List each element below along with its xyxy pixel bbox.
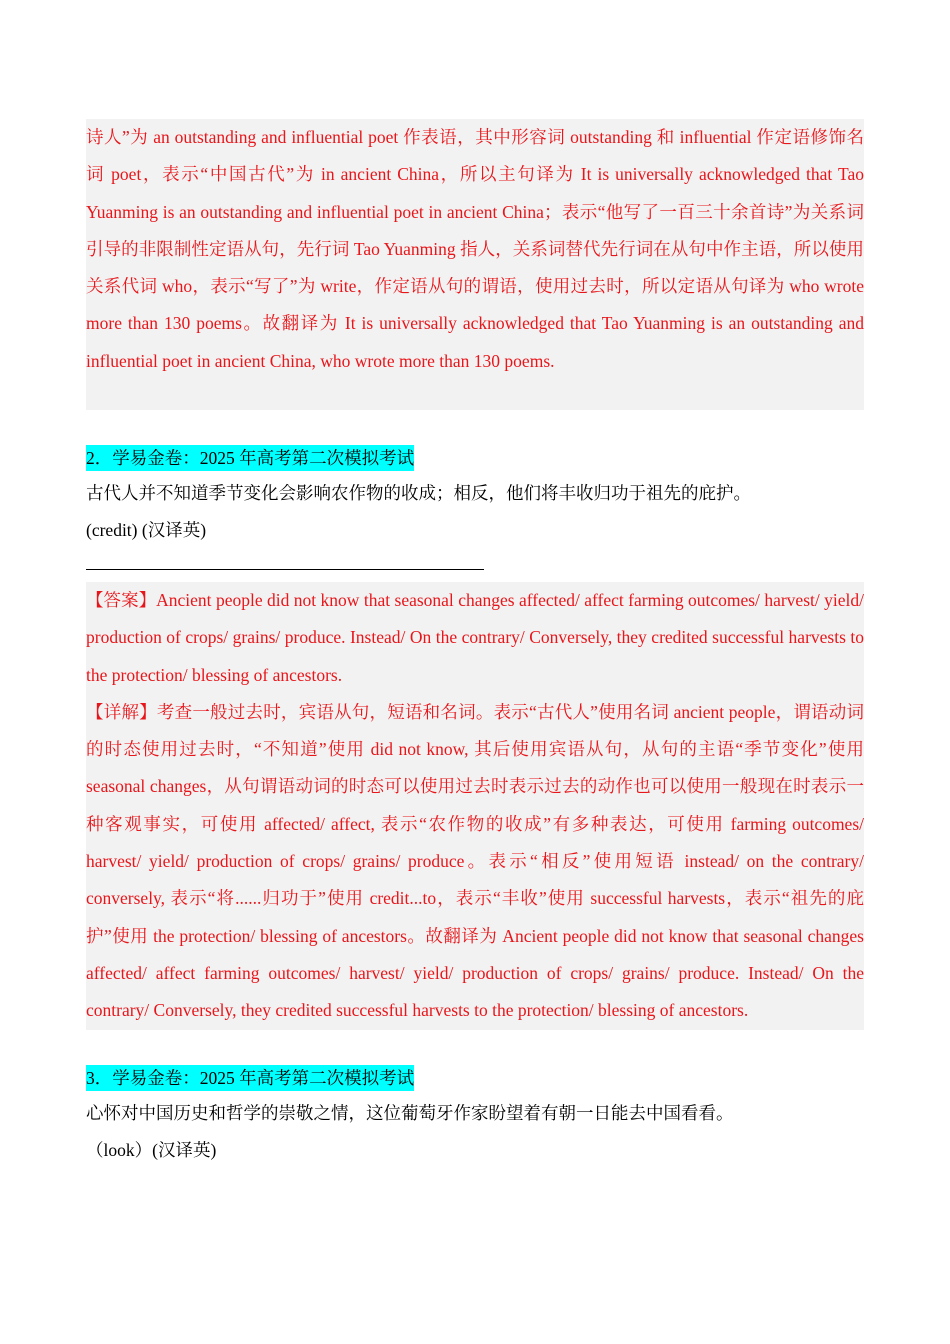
question-heading-q3: 3．学易金卷：2025 年高考第二次模拟考试 xyxy=(86,1065,414,1091)
question-heading-q2: 2．学易金卷：2025 年高考第二次模拟考试 xyxy=(86,445,414,471)
question-prompt-q2: 古代人并不知道季节变化会影响农作物的收成；相反，他们将丰收归功于祖先的庇护。 xyxy=(86,483,751,503)
question-hint-q3: （look）(汉译英) xyxy=(86,1139,217,1160)
explanation-text-q2: 【详解】考查一般过去时，宾语从句，短语和名词。表示“古代人”使用名词 ancient people，谓语动词的时态使用过去时，“不知道”使用 did not know, 其后使用宾语从句，从句的主语“季节变化”使用 seasonal changes，从句谓语动词的时态可以使用过去时表示过去的动作也可以使用一般现在时表示一种客观事实，可使用 affected/ affect, 表示“农作物的收成”有多种表达，可使用 farming outcomes/ harvest/ yield/ production of crops/ grains/ produce。表示“相反”使用短语 instead/ on the contrary/ conversely, 表示“将......归功于”使用 credit...to，表示“丰收”使用 successful harvests，表示“祖先的庇护”使用 the protection/ blessing of ancestors。故翻译为 Ancient people did not know that seasonal changes affected/ affect farming outcomes/ harvest/ yield/ production of crops/ grains/ produce. Instead/ On the contrary/ Conversely, they credited successful harvests to the protection/ blessing of ancestors. xyxy=(86,701,864,1021)
question-prompt-q3: 心怀对中国历史和哲学的崇敬之情，这位葡萄牙作家盼望着有朝一日能去中国看看。 xyxy=(86,1102,734,1123)
answer-block-q2 xyxy=(86,582,864,1030)
explanation-text-q1: 诗人”为 an outstanding and influential poet 作表语，其中形容词 outstanding 和 influential 作定语修饰名词 poet，表示“中国古代”为 in ancient China，所以主句译为 It is universally acknowledged that Tao Yuanming is an outstanding and influential poet in ancient China；表示“他写了一百三十余首诗”为关系词引导的非限制性定语从句，先行词 Tao Yuanming 指人，关系词替代先行词在从句中作主语，所以使用关系代词 who，表示“写了”为 write，作定语从句的谓语，使用过去时，所以定语从句译为 who wrote more than 130 poems。故翻译为 It is universally acknowledged that Tao Yuanming is an outstanding and influential poet in ancient China, who wrote more than 130 poems. xyxy=(86,127,864,371)
question-2 xyxy=(86,445,864,1030)
document-page xyxy=(86,119,864,1169)
question-hint-q2: (credit) (汉译英) xyxy=(86,520,207,540)
explanation-block-q1 xyxy=(86,119,864,410)
answer-text-q2: 【答案】Ancient people did not know that seasonal changes affected/ affect farming outcomes/ harvest/ yield/ production of crops/ grains/ produce. Instead/ On the contrary/ Conversely, they credited successful harvests to the protection/ blessing of ancestors. xyxy=(86,590,864,685)
question-3 xyxy=(86,1065,864,1169)
